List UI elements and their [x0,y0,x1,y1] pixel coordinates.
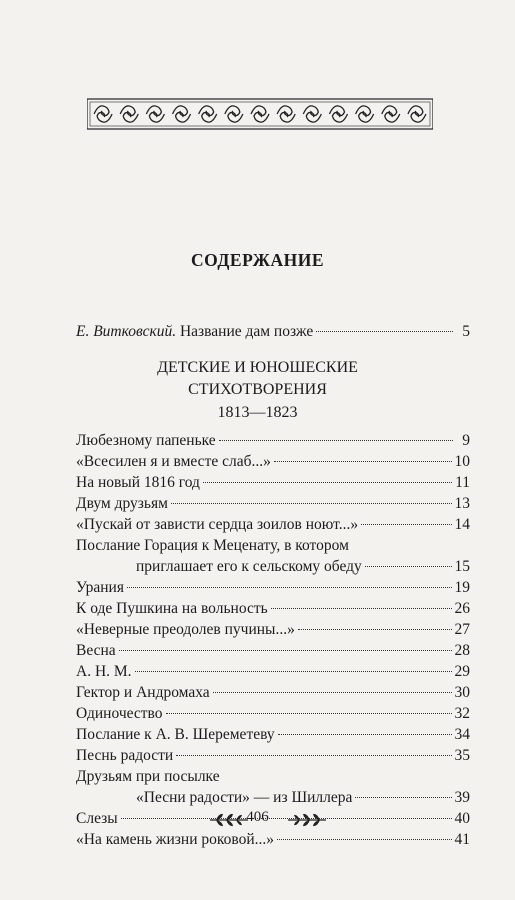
toc-entry-title: приглашает его к сельскому обеду [136,558,362,575]
toc-entry [76,472,470,493]
ornament-tile-icon [173,106,191,122]
toc-entry-page: 15 [454,558,470,575]
page-number: 406 [246,809,269,825]
toc-entry-title: Весна [76,642,116,659]
toc-entry-title: Друзьям при посылке [76,768,220,785]
dot-leader [277,839,451,840]
toc-list [76,430,470,850]
dot-leader [127,587,452,588]
toc-entry-title: Урания [76,579,124,596]
toc-entry-page: 10 [454,453,470,470]
dot-leader [274,461,452,462]
dot-leader [203,482,452,483]
toc-intro-entry [76,323,470,341]
section-title-line2: СТИХОТВОРЕНИЯ [188,381,327,398]
toc-entry-page: 30 [454,684,470,701]
toc-entry-title: К оде Пушкина на вольность [76,600,268,617]
toc-entry-title: Слезы [76,810,118,827]
toc-entry-title: «Песни радости» — из Шиллера [136,789,353,806]
toc-entry-page: 19 [454,579,470,596]
ornament-tile-icon [225,106,243,122]
toc-entry-page: 26 [454,600,470,617]
toc-entry [76,619,470,640]
toc-entry-page: 39 [454,789,470,806]
ornament-tile-icon [199,106,217,122]
dot-leader [278,734,452,735]
toc-entry-page: 40 [454,810,470,827]
toc-entry [76,724,470,745]
toc-entry [76,682,470,703]
toc-entry-title: Песнь радости [76,747,174,764]
toc-entry [76,514,470,535]
toc-entry-title: На новый 1816 год [76,474,200,491]
toc-entry-title: Двум друзьям [76,495,168,512]
ornament-tile-icon [356,106,374,122]
dot-leader [166,713,452,714]
intro-page: 5 [462,323,470,340]
toc-entry-title: «На камень жизни роковой...» [76,831,275,848]
toc-entry-title: Любезному папеньке [76,432,216,449]
leaf-ornament-right-icon [286,811,328,829]
toc-entry [76,766,470,808]
ornament-tile-icon [408,106,426,122]
ornament-tile-icon [251,106,269,122]
toc-entry-title: А. Н. М. [76,663,132,680]
toc-entry [76,451,470,472]
toc-entry-page: 13 [454,495,470,512]
dot-leader [176,755,451,756]
dot-leader [219,440,453,441]
toc-entry [76,430,470,451]
toc-entry [76,661,470,682]
toc-entry [76,640,470,661]
ornament-tile-icon [303,106,321,122]
ornament-tile-icon [120,106,138,122]
section-years: 1813—1823 [217,404,298,421]
ornament-tile-icon [146,106,164,122]
toc-entry [76,598,470,619]
intro-author: Е. Витковский. [76,323,177,340]
dot-leader [271,608,452,609]
intro-title: Название дам позже [179,323,314,340]
toc-entry-page: 35 [454,747,470,764]
dot-leader [361,524,451,525]
dot-leader [213,692,452,693]
toc-entry-title: Гектор и Андромаха [76,684,210,701]
dot-leader [316,331,453,332]
ornament-tile-icon [382,106,400,122]
dot-leader [365,566,452,567]
ornament-tile-icon [94,106,112,122]
toc-entry [76,703,470,724]
toc-entry-title: «Пускай от зависти сердца зоилов ноют...» [76,516,359,533]
toc-entry-page: 29 [454,663,470,680]
toc-entry-page: 34 [454,726,470,743]
dot-leader [171,503,452,504]
section-title-line1: ДЕТСКИЕ И ЮНОШЕСКИЕ [157,359,358,376]
toc-entry-page: 41 [454,831,470,848]
toc-entry [76,493,470,514]
page-heading: СОДЕРЖАНИЕ [190,250,324,270]
dot-leader [119,650,452,651]
page-footer [0,805,515,835]
dot-leader [355,797,451,798]
toc-entry-page: 14 [454,516,470,533]
toc-entry-page: 28 [454,642,470,659]
ornament-band [87,98,433,130]
toc-entry-title: «Неверные преодолев пучины...» [76,621,295,638]
toc-entry-title: «Всесилен я и вместе слаб...» [76,453,271,470]
toc-entry [76,745,470,766]
toc-entry [76,535,470,577]
toc-entry-title: Послание Горация к Меценату, в котором [76,537,349,554]
toc-entry-title: Послание к А. В. Шереметеву [76,726,275,743]
toc-entry-page: 27 [454,621,470,638]
toc-entry [76,577,470,598]
section-title [0,357,515,401]
ornament-tile-icon [329,106,347,122]
toc-entry-page: 32 [454,705,470,722]
toc-entry-title: Одиночество [76,705,163,722]
ornament-tile-icon [277,106,295,122]
dot-leader [135,671,452,672]
dot-leader [298,629,452,630]
toc-entry-page: 11 [455,474,470,491]
toc-entry-page: 9 [462,432,470,449]
